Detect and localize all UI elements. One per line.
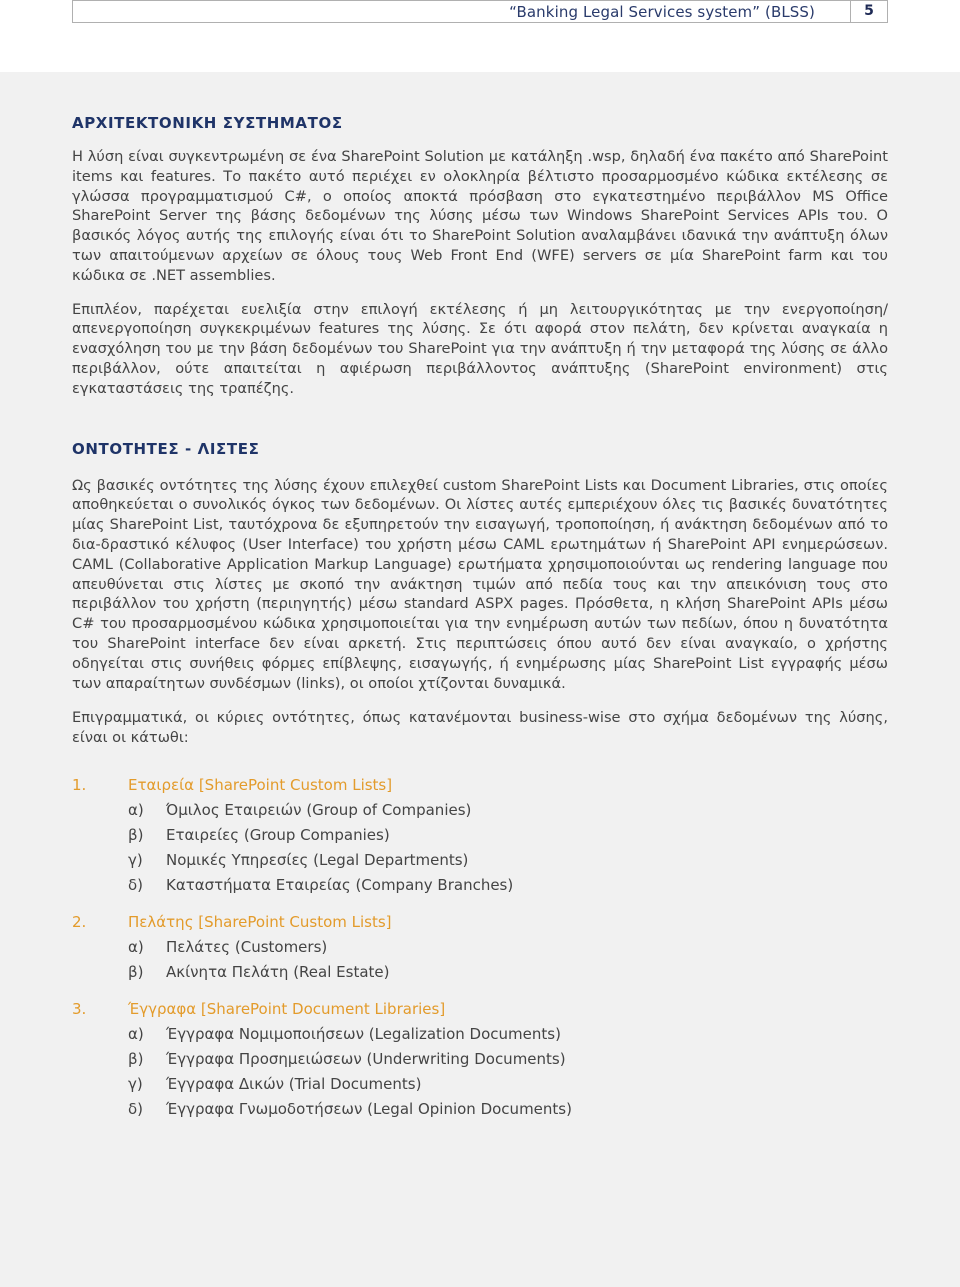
sub-item [72,848,888,873]
page-content [72,113,888,1122]
section-heading-entities: ΟΝΤΟΤΗΤΕΣ - ΛΙΣΤΕΣ [72,439,260,458]
sub-item-mark: α) [128,937,144,956]
sub-item-text: Έγγραφα Γνωμοδοτήσεων (Legal Opinion Documents) [166,1099,572,1118]
sub-item [72,935,888,960]
list-item-heading [72,773,888,798]
sub-item [72,1097,888,1122]
paragraph: Επιγραμματικά, οι κύριες οντότητες, όπως κατανέμονται business-wise στο σχήμα δεδομένων της λύσης, είναι οι κάτωθι: [72,709,888,747]
sub-item-mark: γ) [128,850,143,869]
sub-item [72,823,888,848]
sub-item [72,960,888,985]
list-item-heading [72,997,888,1022]
list-item [72,997,888,1122]
page-number: 5 [864,3,874,19]
sub-item-text: Όμιλος Εταιρειών (Group of Companies) [166,800,472,819]
sub-item-text: Έγγραφα Προσημειώσεων (Underwriting Documents) [166,1049,566,1068]
sub-item-mark: β) [128,825,144,844]
running-header [72,0,888,23]
sub-item-text: Έγγραφα Δικών (Trial Documents) [166,1074,422,1093]
sub-item [72,1072,888,1097]
sub-item-mark: δ) [128,1099,144,1118]
sub-item-text: Έγγραφα Νομιμοποιήσεων (Legalization Documents) [166,1024,561,1043]
sub-item-mark: β) [128,962,144,981]
sub-item-text: Εταιρείες (Group Companies) [166,825,390,844]
sub-item-mark: α) [128,800,144,819]
sub-item [72,1047,888,1072]
list-item [72,910,888,985]
sub-item [72,873,888,898]
sub-item-text: Νομικές Υπηρεσίες (Legal Departments) [166,850,469,869]
sub-item [72,798,888,823]
paragraph: Ως βασικές οντότητες της λύσης έχουν επιλεχθεί custom SharePoint Lists και Document Libraries, στις οποίες αποθηκεύεται ο συνολικός όγκος των δεδομένων. Οι λίστες αυτές εμπεριέχουν όλες τις βασικές δυνατότητες μίας SharePoint List, ταυτόχρονα δε εξυπηρετούν την εισαγωγή, τροποποίηση, ή ανάκτηση δεδομένων από το δια-δραστικό κέλυφος (User Interface) του χρήστη μέσω CAML ερωτημάτων ή SharePoint API ενημερώσεων. CAML (Collaborative Application Markup Language) ερωτήματα χρησιμοποιούνται ως rendering language που απευθύνεται στις λίστες με σκοπό την ανάκτηση τιμών από πεδία τους και την απεικόνιση τους στο περιβάλλον του χρήστη (περιηγητής) μέσω standard ASPX pages. Πρόσθετα, η κλήση SharePoint APIs μέσω C# του προσαρμοσμένου κώδικα χρησιμοποιείται για την ενημέρωση αυτών των πεδίων, όπου η δυνατότητα του SharePoint interface δεν είναι αρκετή. Στις περιπτώσεις όπου αυτό δεν είναι αναγκαίο, ο χρήστης οδηγείται στις συνήθεις φόρμες επίβλεψης, εισαγωγής, ή ενημέρωσης μίας SharePoint List εγγραφής μέσω των απαραίτητων συνδέσμων (links), οι οποίοι χτίζονται δυναμικά. [72,476,888,692]
list-item-title: Έγγραφα [SharePoint Document Libraries] [128,999,446,1018]
document-title: “Banking Legal Services system” (BLSS) [509,3,815,21]
list-item-title: Εταιρεία [SharePoint Custom Lists] [128,775,393,794]
sub-item-text: Καταστήματα Εταιρείας (Company Branches) [166,875,514,894]
sub-item-mark: δ) [128,875,144,894]
list-item [72,773,888,898]
list-item-number: 2. [72,912,87,931]
sub-item-text: Ακίνητα Πελάτη (Real Estate) [166,962,390,981]
sub-item [72,1022,888,1047]
list-item-number: 3. [72,999,87,1018]
paragraph: Η λύση είναι συγκεντρωμένη σε ένα SharePoint Solution με κατάληξη .wsp, δηλαδή ένα πακέτο από SharePoint items και features. Το πακέτο αυτό περιέχει εν ολοκληρία βέλτιστο προσαρμοσμένο κώδικα εκτέλεσης σε γλώσσα προγραμματισμού C#, ο οποίος αποκτά πρόσβαση στο εγκατεστημένο περιβάλλον MS Office SharePoint Server της βάσης δεδομένων της λύσης μέσω των Windows SharePoint Services APIs του. Ο βασικός λόγος αυτής της επιλογής είναι ότι το SharePoint Solution αναλαμβάνει ιδανικά την ανάπτυξη όλων των απαιτούμενων αρχείων σε όλους τους Web Front End (WFE) servers σε μία SharePoint farm και του κώδικα σε .NET assemblies. [72,148,888,284]
list-item-heading [72,910,888,935]
list-item-title: Πελάτης [SharePoint Custom Lists] [128,912,392,931]
paragraph: Επιπλέον, παρέχεται ευελιξία στην επιλογή εκτέλεσης ή μη λειτουργικότητας με την ενεργοποίηση/απενεργοποίηση συγκεκριμένων features της λύσης. Σε ότι αφορά στον πελάτη, δεν κρίνεται αναγκαία η ενασχόληση του με την βάση δεδομένων του SharePoint για την ανάπτυξη ή την μεταφορά της λύσης σε άλλο περιβάλλον, ούτε απαιτείται η αφιέρωση περιβάλλοντος ανάπτυξης (SharePoint environment) στις εγκαταστάσεις της τραπέζης. [72,300,888,397]
sub-item-mark: γ) [128,1074,143,1093]
section-heading-architecture: ΑΡΧΙΤΕΚΤΟΝΙΚΗ ΣΥΣΤΗΜΑΤΟΣ [72,114,343,132]
sub-item-mark: α) [128,1024,144,1043]
sub-item-mark: β) [128,1049,144,1068]
list-item-number: 1. [72,775,87,794]
entity-list [72,773,888,1122]
sub-item-text: Πελάτες (Customers) [166,937,328,956]
